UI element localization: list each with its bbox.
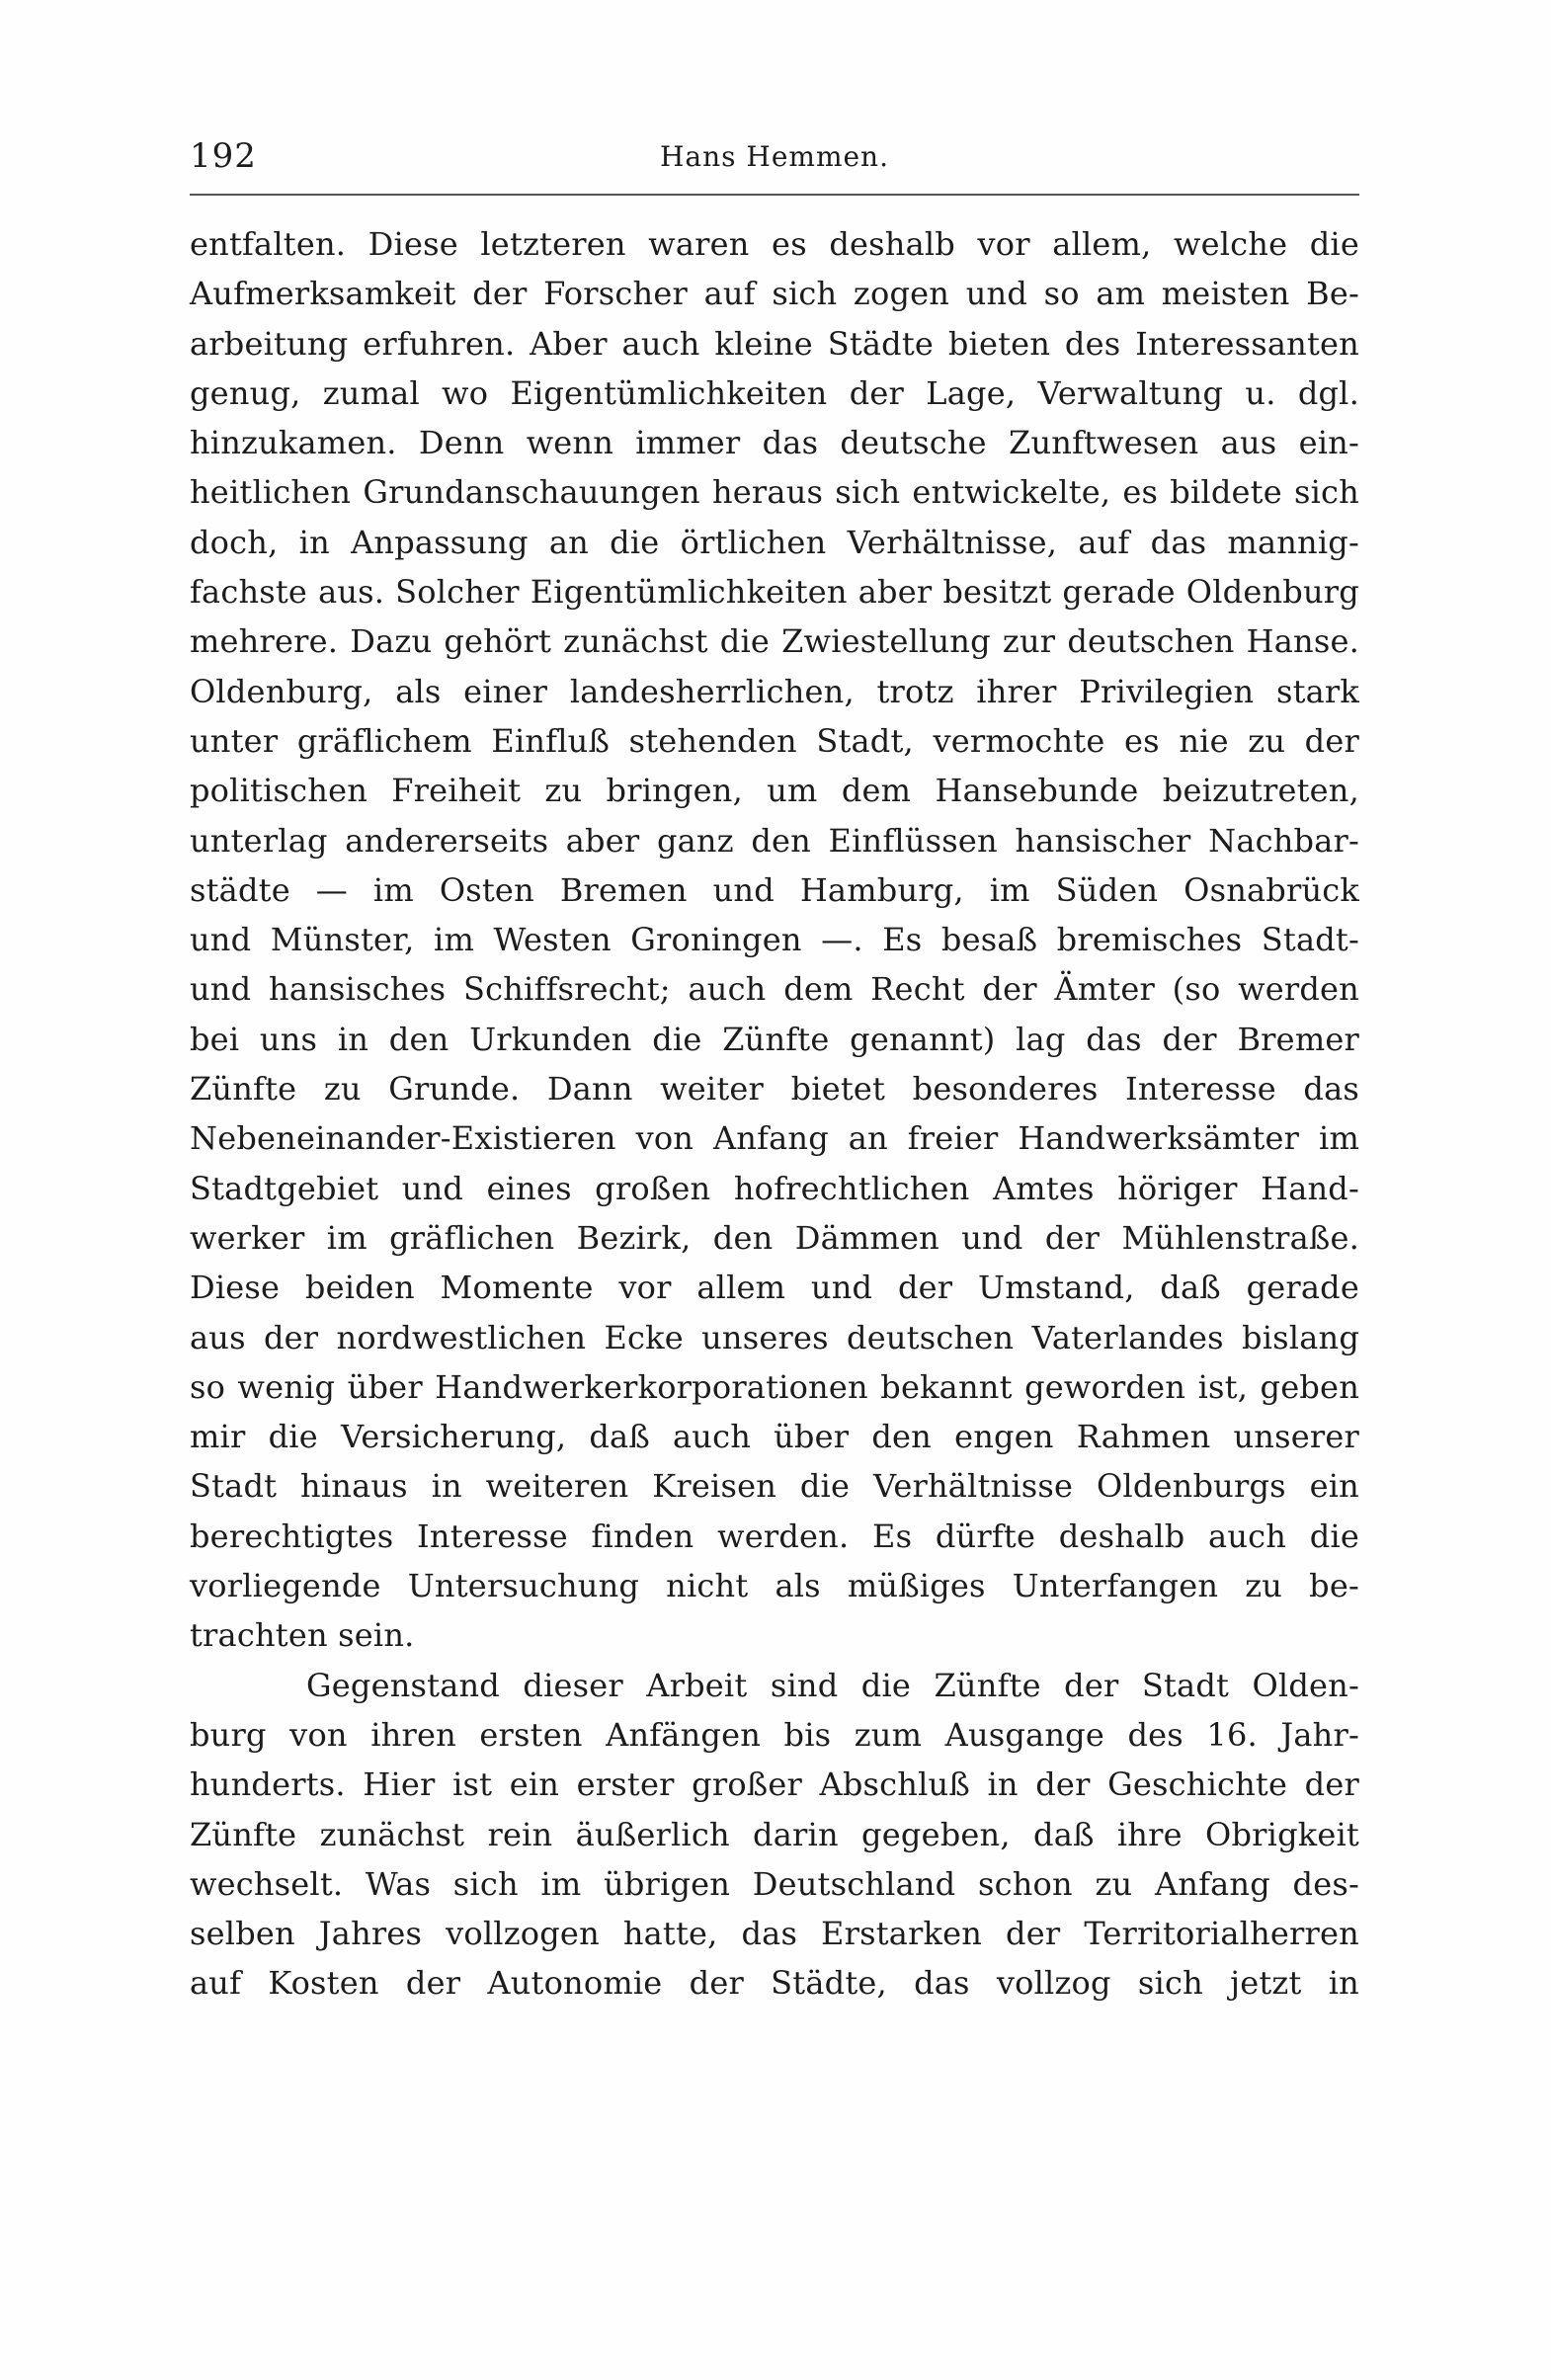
text-line: Stadt hinaus in weiteren Kreisen die Verhältnisse Oldenburgs ein: [190, 1467, 1359, 1506]
text-line: Oldenburg, als einer landesherrlichen, trotz ihrer Privilegien stark: [190, 672, 1359, 710]
text-line: bei uns in den Urkunden die Zünfte genannt) lag das der Bremer: [190, 1020, 1359, 1058]
text-line: burg von ihren ersten Anfängen bis zum Ausgange des 16. Jahr-: [190, 1715, 1359, 1754]
body-text: [190, 219, 1359, 2009]
text-line: unterlag andererseits aber ganz den Einflüssen hansischer Nachbar-: [190, 821, 1359, 860]
text-line: arbeitung erfuhren. Aber auch kleine Städte bieten des Interessanten: [190, 324, 1359, 363]
text-line: fachste aus. Solcher Eigentümlichkeiten aber besitzt gerade Oldenburg: [190, 573, 1359, 612]
text-line: Zünfte zu Grunde. Dann weiter bietet besonderes Interesse das: [190, 1070, 1359, 1108]
text-line: doch, in Anpassung an die örtlichen Verhältnisse, auf das mannig-: [190, 523, 1359, 561]
paragraph-end-line: trachten sein.: [190, 1616, 415, 1655]
text-line: Stadtgebiet und eines großen hofrechtlichen Amtes höriger Hand-: [190, 1169, 1359, 1207]
text-line: entfalten. Diese letzteren waren es deshalb vor allem, welche die: [190, 225, 1359, 263]
text-line: auf Kosten der Autonomie der Städte, das vollzog sich jetzt in: [190, 1964, 1359, 2003]
page-header: [190, 136, 1359, 192]
text-line: vorliegende Untersuchung nicht als müßiges Unterfangen zu be-: [190, 1567, 1359, 1605]
text-line: Diese beiden Momente vor allem und der Umstand, daß gerade: [190, 1269, 1359, 1307]
text-line: unter gräflichem Einfluß stehenden Stadt, vermochte es nie zu der: [190, 721, 1359, 760]
text-line: mir die Versicherung, daß auch über den engen Rahmen unserer: [190, 1418, 1359, 1456]
text-line: hinzukamen. Denn wenn immer das deutsche Zunftwesen aus ein-: [190, 424, 1359, 462]
text-line: genug, zumal wo Eigentümlichkeiten der Lage, Verwaltung u. dgl.: [190, 373, 1359, 412]
paragraph-start-line: Gegenstand dieser Arbeit sind die Zünfte der Stadt Olden-: [306, 1666, 1359, 1704]
text-line: so wenig über Handwerkerkorporationen bekannt geworden ist, geben: [190, 1367, 1359, 1406]
text-line: heitlichen Grundanschauungen heraus sich entwickelte, es bildete sich: [190, 473, 1359, 512]
text-line: Nebeneinander-Existieren von Anfang an freier Handwerksämter im: [190, 1119, 1359, 1158]
text-line: und Münster, im Westen Groningen —. Es besaß bremisches Stadt-: [190, 921, 1359, 959]
text-line: wechselt. Was sich im übrigen Deutschland schon zu Anfang des-: [190, 1864, 1359, 1903]
text-line: hunderts. Hier ist ein erster großer Abschluß in der Geschichte der: [190, 1765, 1359, 1804]
text-line: berechtigtes Interesse finden werden. Es dürfte deshalb auch die: [190, 1517, 1359, 1555]
text-line: Zünfte zunächst rein äußerlich darin gegeben, daß ihre Obrigkeit: [190, 1815, 1359, 1853]
text-line: politischen Freiheit zu bringen, um dem Hansebunde beizutreten,: [190, 772, 1359, 810]
text-line: mehrere. Dazu gehört zunächst die Zwiestellung zur deutschen Hanse.: [190, 622, 1359, 661]
text-line: werker im gräflichen Bezirk, den Dämmen und der Mühlenstraße.: [190, 1218, 1359, 1257]
page-number: 192: [190, 136, 257, 176]
text-line: städte — im Osten Bremen und Hamburg, im Süden Osnabrück: [190, 870, 1359, 909]
header-rule: [190, 194, 1359, 196]
text-line: aus der nordwestlichen Ecke unseres deutschen Vaterlandes bislang: [190, 1318, 1359, 1356]
running-head: Hans Hemmen.: [659, 140, 889, 173]
text-line: selben Jahres vollzogen hatte, das Erstarken der Territorialherren: [190, 1915, 1359, 1953]
text-line: und hansisches Schiffsrecht; auch dem Recht der Ämter (so werden: [190, 970, 1359, 1009]
text-line: Aufmerksamkeit der Forscher auf sich zogen und so am meisten Be-: [190, 275, 1359, 313]
